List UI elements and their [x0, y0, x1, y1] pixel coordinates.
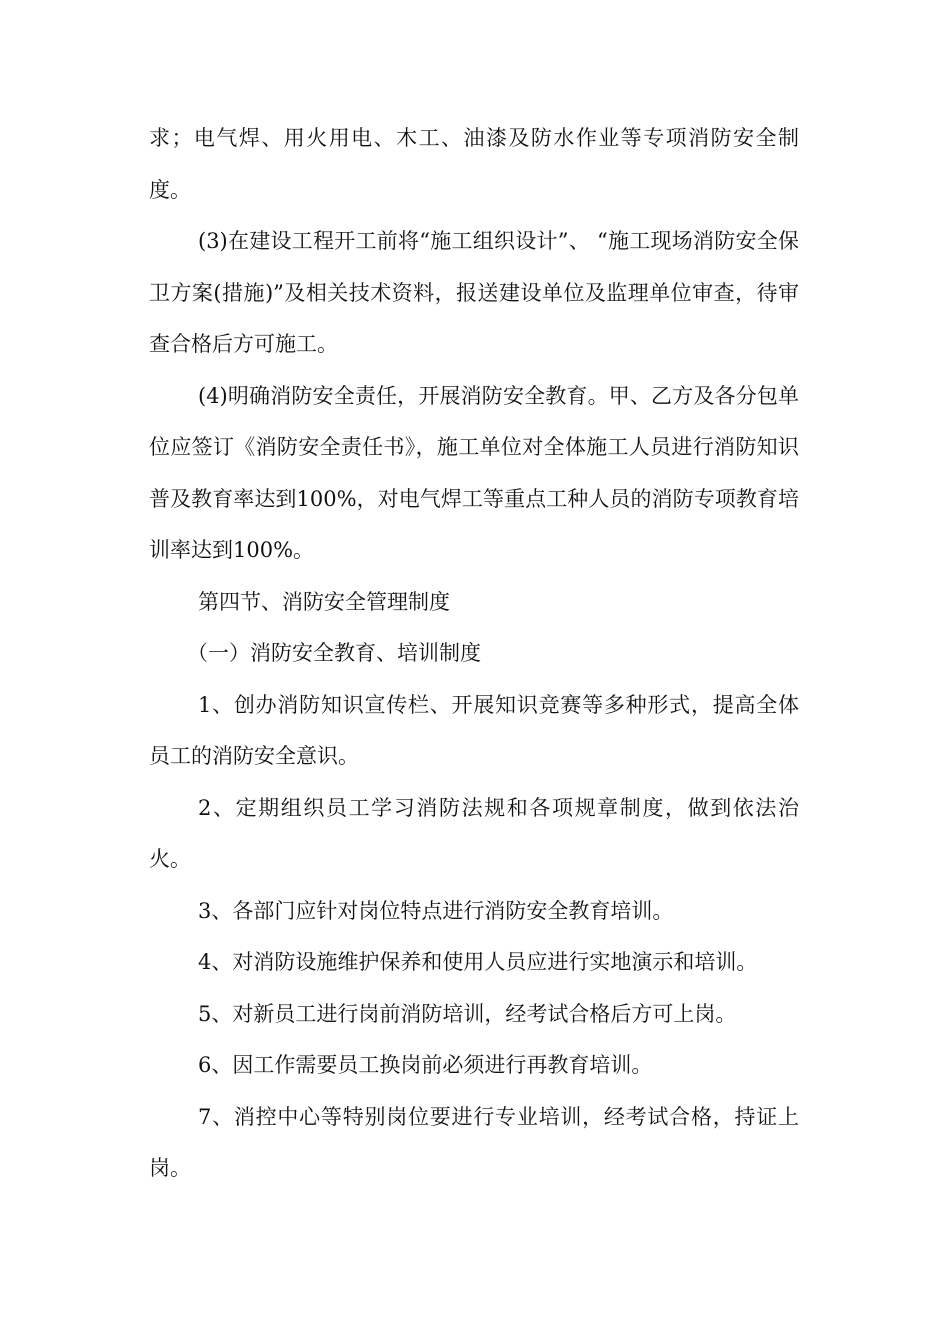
list-item-6: 6、因工作需要员工换岗前必须进行再教育培训。	[198, 1053, 653, 1077]
subsection-heading: （一）消防安全教育、培训制度	[187, 641, 481, 665]
list-item-2: 2、定期组织员工学习消防法规和各项规章制度，做到依法治火。	[149, 795, 799, 871]
section-heading: 第四节、消防安全管理制度	[198, 589, 450, 614]
paragraph-item-3: (3)在建设工程开工前将“施工组织设计”、 “施工现场消防安全保卫方案(措施)”及相关技术资料，报送建设单位及监理单位审查，待审查合格后方可施工。	[149, 229, 799, 356]
document-body	[149, 113, 799, 1195]
paragraph-continuation: 求；电气焊、用火用电、木工、油漆及防水作业等专项消防安全制度。	[149, 126, 799, 202]
list-item-3: 3、各部门应针对岗位特点进行消防安全教育培训。	[198, 898, 674, 923]
list-item-7: 7、消控中心等特别岗位要进行专业培训，经考试合格，持证上岗。	[149, 1104, 799, 1180]
list-item-1: 1、创办消防知识宣传栏、开展知识竞赛等多种形式，提高全体员工的消防安全意识。	[149, 692, 799, 768]
list-item-4: 4、对消防设施维护保养和使用人员应进行实地演示和培训。	[198, 950, 758, 974]
list-item-5: 5、对新员工进行岗前消防培训，经考试合格后方可上岗。	[198, 1001, 737, 1026]
paragraph-item-4: (4)明确消防安全责任，开展消防安全教育。甲、乙方及各分包单位应签订《消防安全责任书》，施工单位对全体施工人员进行消防知识普及教育率达到100%，对电气焊工等重点工种人员的消防专项教育培训率达到100%。	[149, 383, 799, 562]
